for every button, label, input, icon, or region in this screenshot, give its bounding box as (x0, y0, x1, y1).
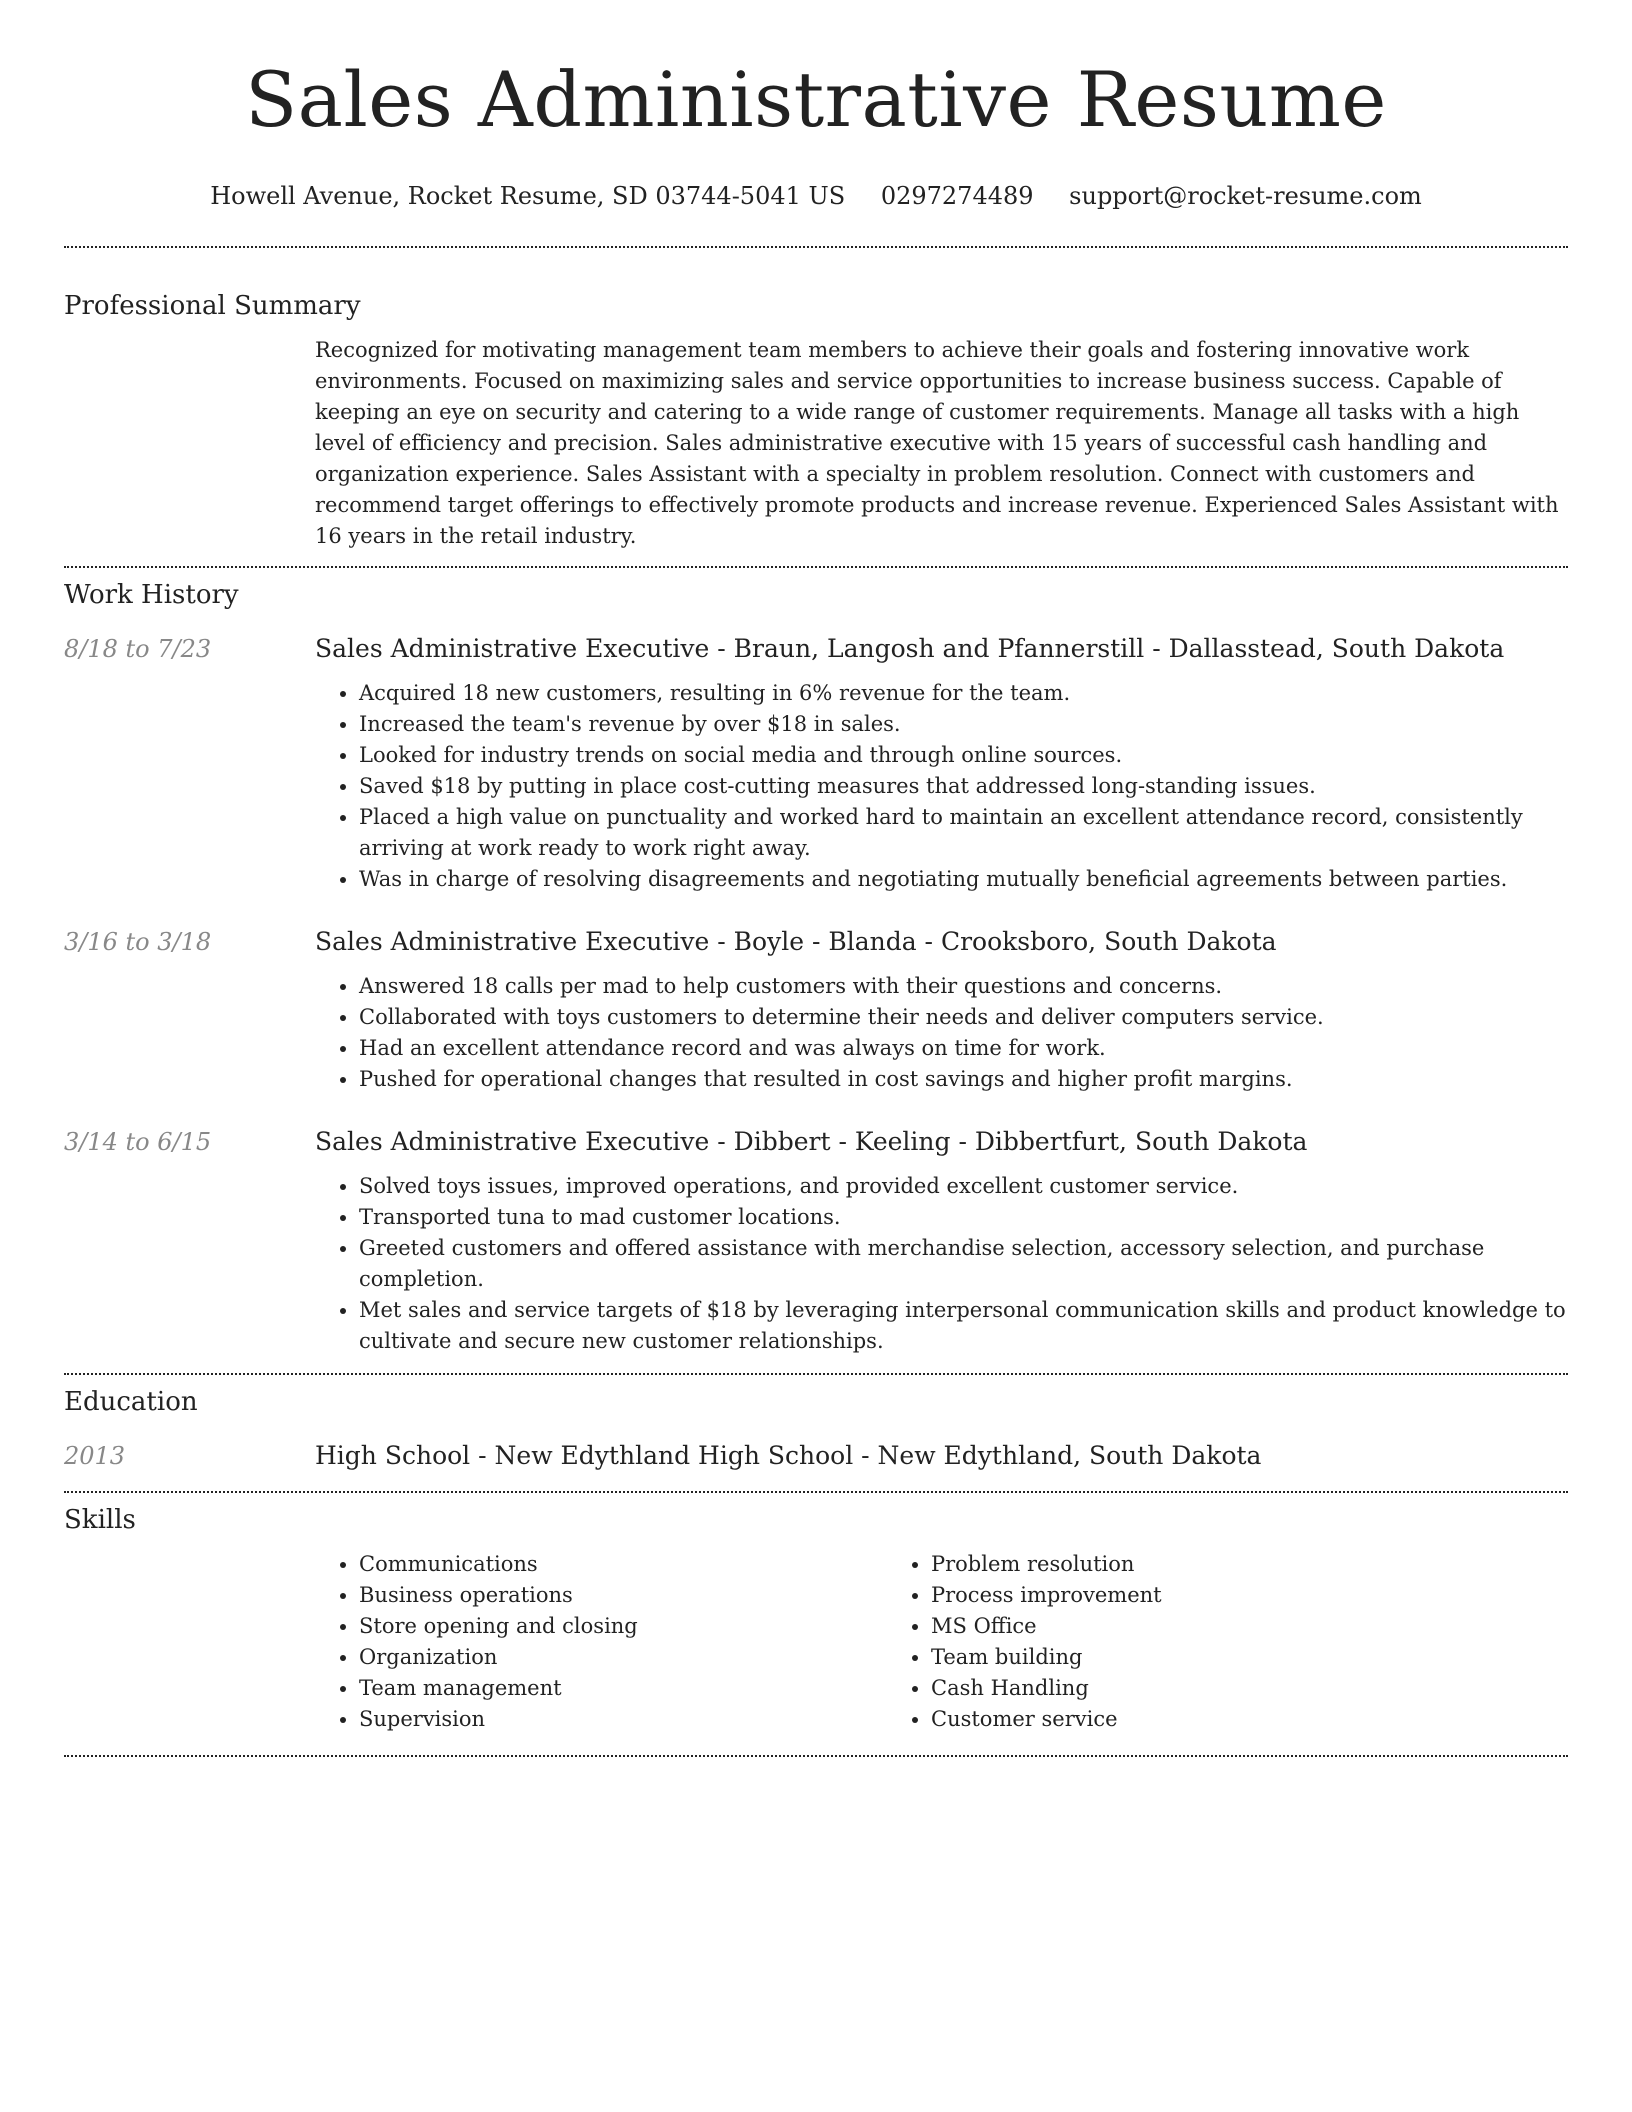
contact-address: Howell Avenue, Rocket Resume, SD 03744-5041 US (210, 182, 846, 210)
list-item: • Organization (359, 1642, 887, 1673)
list-item: • Met sales and service targets of $18 by leveraging interpersonal communication skills and product knowledge to cultivate and secure new customer relationships. (359, 1295, 1568, 1357)
contact-email: support@rocket-resume.com (1069, 182, 1422, 210)
job-title: Sales Administrative Executive (315, 634, 710, 663)
list-item: • Process improvement (931, 1580, 1459, 1611)
job-entry (64, 1125, 1568, 1357)
education-section (64, 1385, 1568, 1491)
divider (64, 1491, 1568, 1493)
list-item: • MS Office (931, 1611, 1459, 1642)
education-heading-line: High School - New Edythland High School - New Edythland, South Dakota (315, 1441, 1262, 1470)
job-details: Dibbert - Keeling - Dibbertfurt, South Dakota (733, 1127, 1308, 1156)
list-item: • Problem resolution (931, 1549, 1459, 1580)
list-item: • Placed a high value on punctuality and worked hard to maintain an excellent attendance record, consistently arriving at work ready to work right away. (359, 802, 1568, 864)
list-item: • Collaborated with toys customers to determine their needs and deliver computers service. (359, 1002, 1568, 1033)
skills-list (315, 1549, 1568, 1755)
page-title: Sales Administrative Resume (245, 55, 1387, 144)
skills-section (64, 1503, 1568, 1755)
list-item: • Team building (931, 1642, 1459, 1673)
list-item: • Transported tuna to mad customer locations. (359, 1202, 1568, 1233)
job-date: 8/18 to 7/23 (64, 635, 212, 663)
job-bullets (315, 678, 1568, 895)
list-item: • Business operations (359, 1580, 887, 1611)
education-date: 2013 (64, 1442, 126, 1470)
job-title: Sales Administrative Executive (315, 927, 710, 956)
education-details: New Edythland High School - New Edythland, South Dakota (494, 1441, 1262, 1470)
job-heading: Sales Administrative Executive - Dibbert - Keeling - Dibbertfurt, South Dakota (315, 1127, 1308, 1156)
list-item: • Looked for industry trends on social media and through online sources. (359, 740, 1568, 771)
job-title: Sales Administrative Executive (315, 1127, 710, 1156)
list-item: • Had an excellent attendance record and was always on time for work. (359, 1033, 1568, 1064)
summary-text: Recognized for motivating management team members to achieve their goals and fostering innovative work environments. Focused on maximizing sales and service opportunities to increase business success. Capable of keeping an eye on security and catering to a wide range of customer requirements. Manage all tasks with a high level of efficiency and precision. Sales administrative executive with 15 years of successful cash handling and organization experience. Sales Assistant with a specialty in problem resolution. Connect with customers and recommend target offerings to effectively promote products and increase revenue. Experienced Sales Assistant with 16 years in the retail industry. (315, 338, 1559, 548)
skills-column-left (315, 1549, 887, 1735)
skills-heading: Skills (64, 1505, 136, 1535)
contact-info (64, 180, 1568, 212)
list-item: • Team management (359, 1673, 887, 1704)
job-details: Boyle - Blanda - Crooksboro, South Dakota (733, 927, 1277, 956)
list-item: • Increased the team's revenue by over $18 in sales. (359, 709, 1568, 740)
list-item: • Customer service (931, 1704, 1459, 1735)
education-heading: Education (64, 1387, 198, 1417)
skills-column-right (887, 1549, 1459, 1735)
list-item: • Pushed for operational changes that resulted in cost savings and higher profit margins. (359, 1064, 1568, 1095)
job-details: Braun, Langosh and Pfannerstill - Dallasstead, South Dakota (733, 634, 1505, 663)
list-item: • Communications (359, 1549, 887, 1580)
list-item: • Supervision (359, 1704, 887, 1735)
divider (64, 1373, 1568, 1375)
job-entry (64, 925, 1568, 1095)
job-bullets (315, 971, 1568, 1095)
summary-section (64, 289, 1568, 566)
summary-heading: Professional Summary (64, 291, 361, 321)
list-item: • Saved $18 by putting in place cost-cutting measures that addressed long-standing issues. (359, 771, 1568, 802)
list-item: • Cash Handling (931, 1673, 1459, 1704)
work-list (64, 632, 1568, 1373)
list-item: • Answered 18 calls per mad to help customers with their questions and concerns. (359, 971, 1568, 1002)
list-item: • Solved toys issues, improved operations, and provided excellent customer service. (359, 1171, 1568, 1202)
job-entry (64, 632, 1568, 895)
divider (64, 246, 1568, 248)
job-bullets (315, 1171, 1568, 1357)
job-date: 3/16 to 3/18 (64, 928, 212, 956)
work-section (64, 578, 1568, 1373)
divider (64, 1755, 1568, 1757)
job-heading: Sales Administrative Executive - Boyle - Blanda - Crooksboro, South Dakota (315, 927, 1277, 956)
work-heading: Work History (64, 580, 239, 610)
job-date: 3/14 to 6/15 (64, 1128, 212, 1156)
contact-phone: 0297274489 (880, 182, 1034, 210)
education-entry (64, 1439, 1568, 1491)
divider (64, 566, 1568, 568)
job-heading: Sales Administrative Executive - Braun, Langosh and Pfannerstill - Dallasstead, South Dakota (315, 634, 1505, 663)
list-item: • Acquired 18 new customers, resulting in 6% revenue for the team. (359, 678, 1568, 709)
list-item: • Greeted customers and offered assistance with merchandise selection, accessory selection, and purchase completion. (359, 1233, 1568, 1295)
education-degree: High School (315, 1441, 471, 1470)
list-item: • Store opening and closing (359, 1611, 887, 1642)
list-item: • Was in charge of resolving disagreements and negotiating mutually beneficial agreements between parties. (359, 864, 1568, 895)
